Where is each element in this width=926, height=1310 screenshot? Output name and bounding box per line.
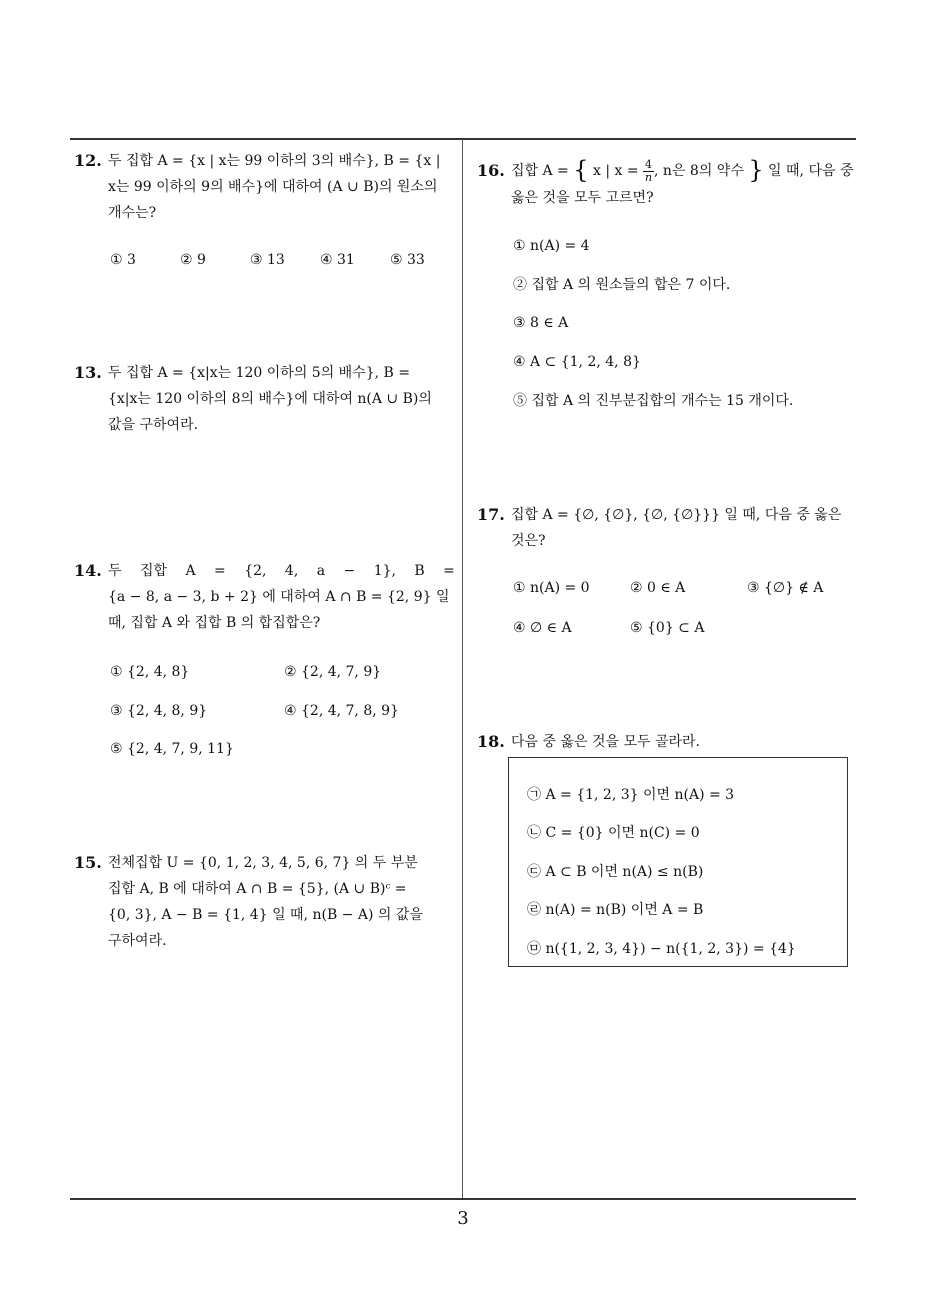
question-line: 전체집합 U = {0, 1, 2, 3, 4, 5, 6, 7} 의 두 부분 — [108, 855, 418, 871]
option-4[interactable]: ④ ∅ ∈ A — [513, 620, 572, 636]
bottom-rule — [70, 1198, 856, 1200]
q12-options — [110, 250, 450, 270]
option-2[interactable]: ② 9 — [180, 252, 206, 268]
fraction-numerator: 4 — [645, 157, 653, 171]
question-18 — [477, 729, 859, 755]
question-line: 것은? — [511, 533, 546, 549]
option-2[interactable]: ② 0 ∈ A — [630, 580, 686, 596]
option-4[interactable]: ④ 31 — [320, 252, 355, 268]
question-line: 집합 A = {∅, {∅}, {∅, {∅}}} 일 때, 다음 중 옳은 — [511, 507, 842, 523]
option-1[interactable]: ① n(A) = 4 — [513, 238, 590, 254]
question-13 — [74, 360, 456, 438]
question-line: 두 집합 A = {x | x는 99 이하의 3의 배수}, B = {x | — [108, 153, 441, 169]
question-line: 두 집합 A = {2, 4, a − 1}, B = — [108, 563, 455, 579]
question-line: 두 집합 A = {x|x는 120 이하의 5의 배수}, B = — [108, 365, 411, 381]
question-line: 구하여라. — [108, 933, 167, 949]
statement-item: ㉢ A ⊂ B 이면 n(A) ≤ n(B) — [527, 864, 704, 880]
right-brace: } — [748, 156, 764, 184]
question-line: {a − 8, a − 3, b + 2} 에 대하여 A ∩ B = {2, 9} 일 — [108, 589, 450, 605]
statement-box — [508, 757, 848, 967]
question-line: x는 99 이하의 9의 배수}에 대하여 (A ∪ B)의 원소의 — [108, 179, 438, 195]
column-divider — [462, 139, 463, 1199]
question-number: 17. — [477, 505, 505, 524]
option-5[interactable]: ⑤ {2, 4, 7, 9, 11} — [110, 741, 234, 757]
question-number: 14. — [74, 561, 102, 580]
left-brace: { — [573, 156, 589, 184]
statement-item: ㉤ n({1, 2, 3, 4}) − n({1, 2, 3}) = {4} — [527, 941, 796, 957]
question-line: 옳은 것을 모두 고르면? — [511, 190, 654, 206]
question-12 — [74, 148, 456, 226]
option-1[interactable]: ① 3 — [110, 252, 136, 268]
question-line: {0, 3}, A − B = {1, 4} 일 때, n(B − A) 의 값을 — [108, 907, 423, 923]
question-17 — [477, 502, 859, 554]
question-line: 개수는? — [108, 205, 157, 221]
fraction — [643, 159, 654, 184]
question-15 — [74, 850, 456, 954]
question-number: 18. — [477, 732, 505, 751]
question-14 — [74, 558, 456, 636]
option-3[interactable]: ③ 8 ∈ A — [513, 315, 569, 331]
option-5[interactable]: ⑤ 집합 A 의 진부분집합의 개수는 15 개이다. — [513, 393, 794, 409]
question-16 — [477, 156, 859, 211]
option-3[interactable]: ③ 13 — [250, 252, 285, 268]
option-1[interactable]: ① {2, 4, 8} — [110, 664, 190, 680]
question-number: 13. — [74, 363, 102, 382]
option-2[interactable]: ② {2, 4, 7, 9} — [284, 664, 382, 680]
option-5[interactable]: ⑤ 33 — [390, 252, 425, 268]
question-line: 때, 집합 A 와 집합 B 의 합집합은? — [108, 615, 321, 631]
option-4[interactable]: ④ A ⊂ {1, 2, 4, 8} — [513, 354, 641, 370]
question-tail: 일 때, 다음 중 — [768, 163, 854, 179]
set-builder-text: x | x = — [592, 163, 639, 179]
page-number: 3 — [457, 1208, 469, 1229]
statement-item: ㉡ C = {0} 이면 n(C) = 0 — [527, 825, 700, 841]
option-3[interactable]: ③ {2, 4, 8, 9} — [110, 703, 208, 719]
option-2[interactable]: ② 집합 A 의 원소들의 합은 7 이다. — [513, 277, 731, 293]
statement-item: ㉠ A = {1, 2, 3} 이면 n(A) = 3 — [527, 787, 735, 803]
option-4[interactable]: ④ {2, 4, 7, 8, 9} — [284, 703, 399, 719]
question-number: 12. — [74, 151, 102, 170]
question-number: 15. — [74, 853, 102, 872]
question-line: 집합 A, B 에 대하여 A ∩ B = {5}, (A ∪ B)ᶜ = — [108, 881, 407, 897]
question-line: 다음 중 옳은 것을 모두 골라라. — [511, 734, 700, 750]
statement-item: ㉣ n(A) = n(B) 이면 A = B — [527, 902, 704, 918]
question-line: {x|x는 120 이하의 8의 배수}에 대하여 n(A ∪ B)의 — [108, 391, 432, 407]
top-rule — [70, 138, 856, 140]
question-number: 16. — [477, 161, 505, 180]
option-3[interactable]: ③ {∅} ∉ A — [747, 580, 824, 596]
question-line — [511, 156, 859, 185]
set-definition-prefix: 집합 A = — [511, 163, 569, 179]
option-1[interactable]: ① n(A) = 0 — [513, 580, 590, 596]
fraction-denominator: n — [644, 170, 653, 184]
option-5[interactable]: ⑤ {0} ⊂ A — [630, 620, 705, 636]
question-line: 값을 구하여라. — [108, 417, 199, 433]
set-condition: , n은 8의 약수 — [654, 163, 744, 179]
